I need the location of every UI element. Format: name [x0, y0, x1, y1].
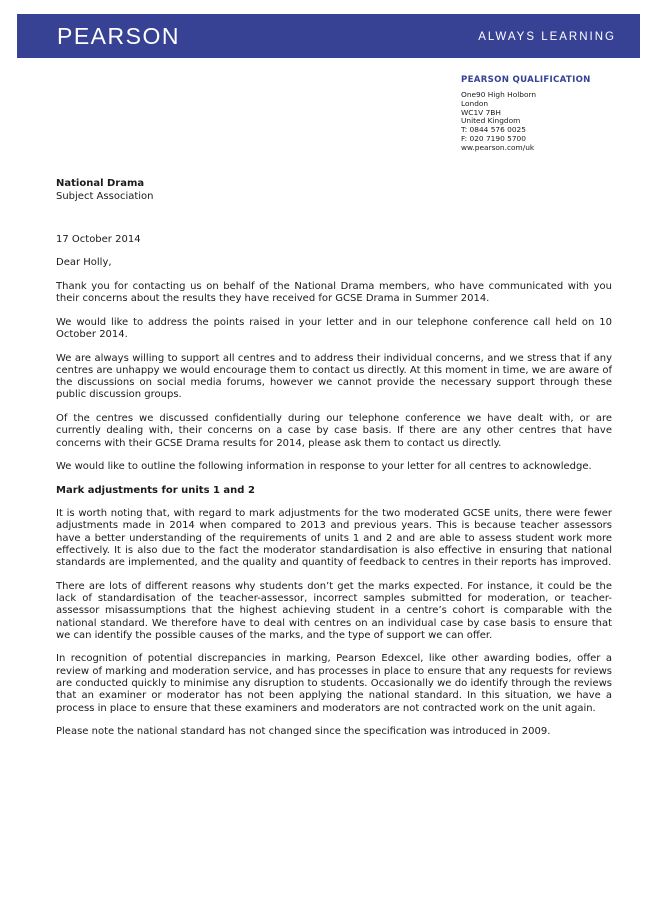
address-telephone: T: 0844 576 0025: [461, 125, 526, 135]
recipient-subtitle: Subject Association: [56, 190, 154, 202]
address-country: United Kingdom: [461, 116, 521, 126]
paragraph: It is worth noting that, with regard to mark adjustments for the two moderated GCSE units, there were fewer adjustments made in 2014 when compared to 2013 and previous years. This is because teacher assessors have a better understanding of the requirements of units 1 and 2 and are able to assess student work more effectively. It is also due to the fact the moderator standardisation is also effective in ensuring that national standards are implemented, and the quality and quantity of feedback to centres in their reports has improved.: [56, 507, 612, 569]
paragraph: There are lots of different reasons why students don’t get the marks expected. For instance, it could be the lack of standardisation of the teacher-assessor, incorrect samples submitted for moderation, or teacher-assessor misassumptions that the highest achieving student in a centre’s cohort is comparable with the national standard. We therefore have to deal with centres on an individual case by case basis to ensure that we can identify the possible causes of the marks, and the type of support we can offer.: [56, 580, 612, 641]
paragraph: Thank you for contacting us on behalf of the National Drama members, who have communicated with you their concerns about the results they have received for GCSE Drama in Summer 2014.: [56, 281, 612, 305]
address-city: London: [461, 98, 489, 108]
letter-body: [56, 281, 612, 749]
paragraph: We are always willing to support all centres and to address their individual concerns, and we stress that if any centres are unhappy we would encourage them to contact us directly. At this moment in time, we are aware of the discussions on social media forums, however we cannot provide the necessary support through these public discussion groups.: [56, 352, 612, 401]
tagline: ALWAYS LEARNING: [478, 31, 616, 43]
recipient-name: National Drama: [56, 178, 145, 189]
paragraph: In recognition of potential discrepancies in marking, Pearson Edexcel, like other awarding bodies, offer a review of marking and moderation service, and has processes in place to ensure that any requests for reviews are conducted quickly to minimise any disruption to students. Occasionally we do identify through the reviews that an examiner or moderator has not been applying the national standard. In this situation, we have a process in place to ensure that these examiners and moderators are not contracted work on the unit again.: [56, 653, 612, 714]
header-banner: [17, 14, 640, 58]
sender-address: [461, 75, 591, 153]
address-street: One90 High Holborn: [461, 90, 537, 99]
paragraph: We would like to outline the following information in response to your letter for all centres to acknowledge.: [56, 461, 592, 473]
recipient-block: [56, 178, 154, 203]
address-fax: F: 020 7190 5700: [461, 133, 526, 143]
section-heading: Mark adjustments for units 1 and 2: [56, 484, 255, 496]
paragraph: Of the centres we discussed confidentially during our telephone conference we have dealt with, or are currently dealing with, their concerns on a case by case basis. If there are any other centres that have concerns with their GCSE Drama results for 2014, please ask them to contact us directly.: [56, 412, 612, 449]
sender-organization: PEARSON QUALIFICATION: [461, 75, 591, 85]
paragraph: We would like to address the points raised in your letter and in our telephone conference call held on 10 October 2014.: [56, 316, 612, 341]
pearson-logo: PEARSON: [57, 23, 180, 49]
paragraph: Please note the national standard has not changed since the specification was introduced in 2009.: [56, 726, 551, 737]
address-postcode: WC1V 7BH: [461, 107, 501, 117]
letter-date: 17 October 2014: [56, 234, 141, 245]
salutation: Dear Holly,: [56, 257, 112, 268]
address-website: ww.pearson.com/uk: [461, 142, 535, 152]
